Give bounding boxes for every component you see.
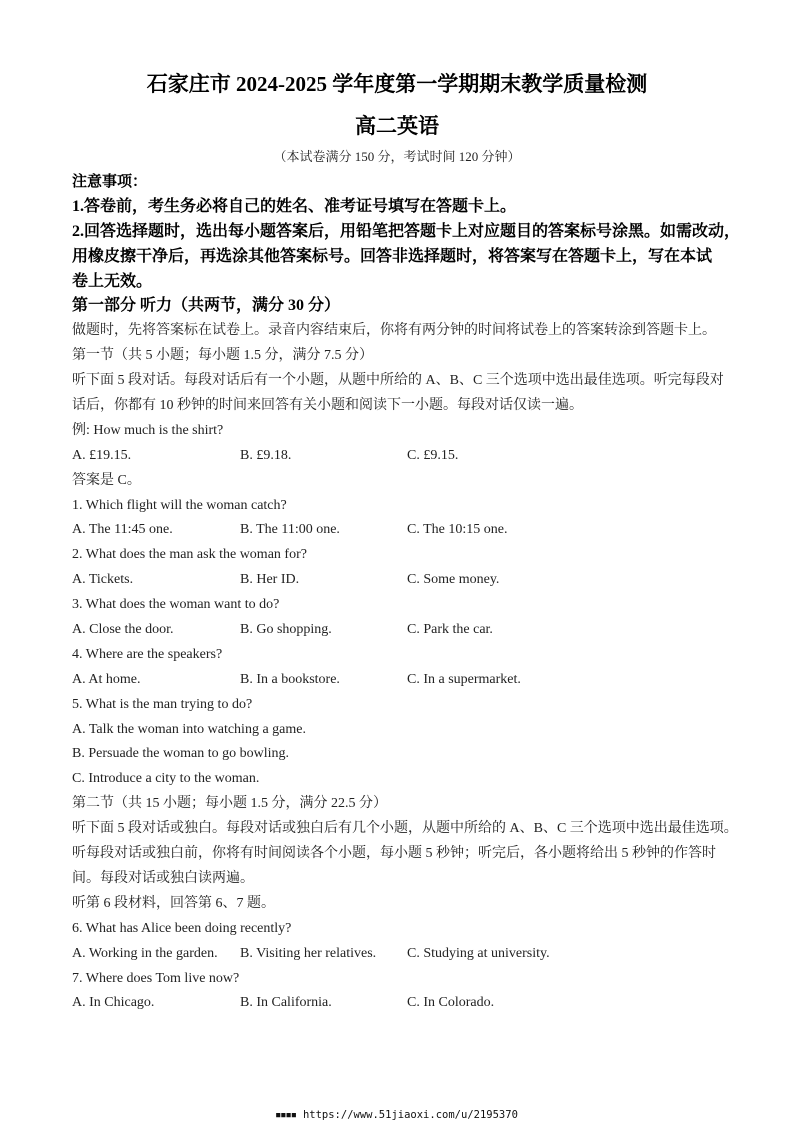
question-7: 7. Where does Tom live now? — [72, 970, 240, 986]
exam-title: 石家庄市 2024-2025 学年度第一学期期末教学质量检测 — [146, 72, 648, 96]
example-answer: 答案是 C。 — [72, 472, 141, 488]
question-6-options — [72, 942, 732, 967]
section2-directions: 听下面 5 段对话或独白。每段对话或独白后有几个小题，从题中所给的 A、B、C 三个选项中选出最佳选项。 — [72, 821, 738, 837]
option-b: B. The 11:00 one. — [240, 522, 340, 538]
option-a: A. Close the door. — [72, 622, 174, 638]
section1-directions: 话后，你都有 10 秒钟的时间来回答有关小题和阅读下一小题。每段对话仅读一遍。 — [72, 398, 583, 414]
option-a: A. Working in the garden. — [72, 945, 218, 961]
footer-url: https://www.51jiaoxi.com/u/2195370 — [302, 1109, 518, 1121]
exam-subject: 高二英语 — [355, 114, 439, 138]
part1-intro: 做题时，先将答案标在试卷上。录音内容结束后，你将有两分钟的时间将试卷上的答案转涂到答题卡上。 — [72, 323, 716, 339]
option-b: B. Persuade the woman to go bowling. — [72, 746, 289, 762]
material-note: 听第 6 段材料，回答第 6、7 题。 — [72, 895, 275, 911]
option-c: C. In Colorado. — [407, 995, 495, 1011]
option-b: B. In a bookstore. — [240, 671, 340, 687]
question-3-options — [72, 618, 732, 643]
section1-heading: 第一节（共 5 小题；每小题 1.5 分，满分 7.5 分） — [72, 348, 373, 364]
option-c: C. The 10:15 one. — [407, 522, 508, 538]
example-options — [72, 444, 732, 469]
section1-directions: 听下面 5 段对话。每段对话后有一个小题，从题中所给的 A、B、C 三个选项中选出最佳选项。听完每段对 — [72, 373, 724, 389]
question-1: 1. Which flight will the woman catch? — [72, 497, 287, 513]
section2-directions: 间。每段对话或独白读两遍。 — [72, 870, 254, 886]
instruction-line: 1.答卷前，考生务必将自己的姓名、准考证号填写在答题卡上。 — [72, 197, 517, 215]
instruction-line: 2.回答选择题时，选出每小题答案后，用铅笔把答题卡上对应题目的答案标号涂黑。如需改动， — [72, 222, 741, 240]
question-6: 6. What has Alice been doing recently? — [72, 920, 292, 936]
exam-score-time-note: （本试卷满分 150 分，考试时间 120 分钟） — [273, 149, 521, 164]
question-4-options — [72, 668, 732, 693]
question-7-options — [72, 991, 732, 1016]
option-a: A. Tickets. — [72, 572, 134, 588]
option-a: A. At home. — [72, 671, 141, 687]
question-1-options — [72, 518, 732, 543]
option-a: A. Talk the woman into watching a game. — [72, 721, 306, 737]
option-c: C. In a supermarket. — [407, 671, 521, 687]
option-b: B. In California. — [240, 995, 332, 1011]
example-question: 例: How much is the shirt? — [72, 422, 224, 438]
option-b: B. Visiting her relatives. — [240, 945, 377, 961]
option-a: A. The 11:45 one. — [72, 522, 173, 538]
option-b: B. Her ID. — [240, 572, 300, 588]
instruction-line: 卷上无效。 — [72, 272, 153, 290]
option-c: C. Studying at university. — [407, 945, 550, 961]
part1-heading: 第一部分 听力（共两节，满分 30 分） — [72, 297, 341, 315]
option-c: C. £9.15. — [407, 447, 459, 463]
section2-heading: 第二节（共 15 小题；每小题 1.5 分，满分 22.5 分） — [72, 796, 387, 812]
page-footer — [0, 1108, 794, 1122]
footer-prefix: ■■■■ — [276, 1111, 297, 1119]
option-c: C. Introduce a city to the woman. — [72, 771, 260, 787]
option-a: A. £19.15. — [72, 447, 132, 463]
question-2-options — [72, 568, 732, 593]
question-3: 3. What does the woman want to do? — [72, 597, 280, 613]
option-b: B. Go shopping. — [240, 622, 332, 638]
question-2: 2. What does the man ask the woman for? — [72, 547, 307, 563]
option-b: B. £9.18. — [240, 447, 292, 463]
section2-directions: 听每段对话或独白前，你将有时间阅读各个小题，每小题 5 秒钟；听完后，各小题将给出 5 秒钟的作答时 — [72, 846, 716, 862]
option-c: C. Some money. — [407, 572, 500, 588]
option-c: C. Park the car. — [407, 622, 493, 638]
option-a: A. In Chicago. — [72, 995, 155, 1011]
instructions-heading: 注意事项： — [72, 174, 148, 190]
exam-content — [72, 170, 741, 1016]
question-4: 4. Where are the speakers? — [72, 646, 223, 662]
question-5: 5. What is the man trying to do? — [72, 696, 253, 712]
instruction-line: 用橡皮擦干净后，再选涂其他答案标号。回答非选择题时，将答案写在答题卡上，写在本试 — [72, 247, 713, 265]
